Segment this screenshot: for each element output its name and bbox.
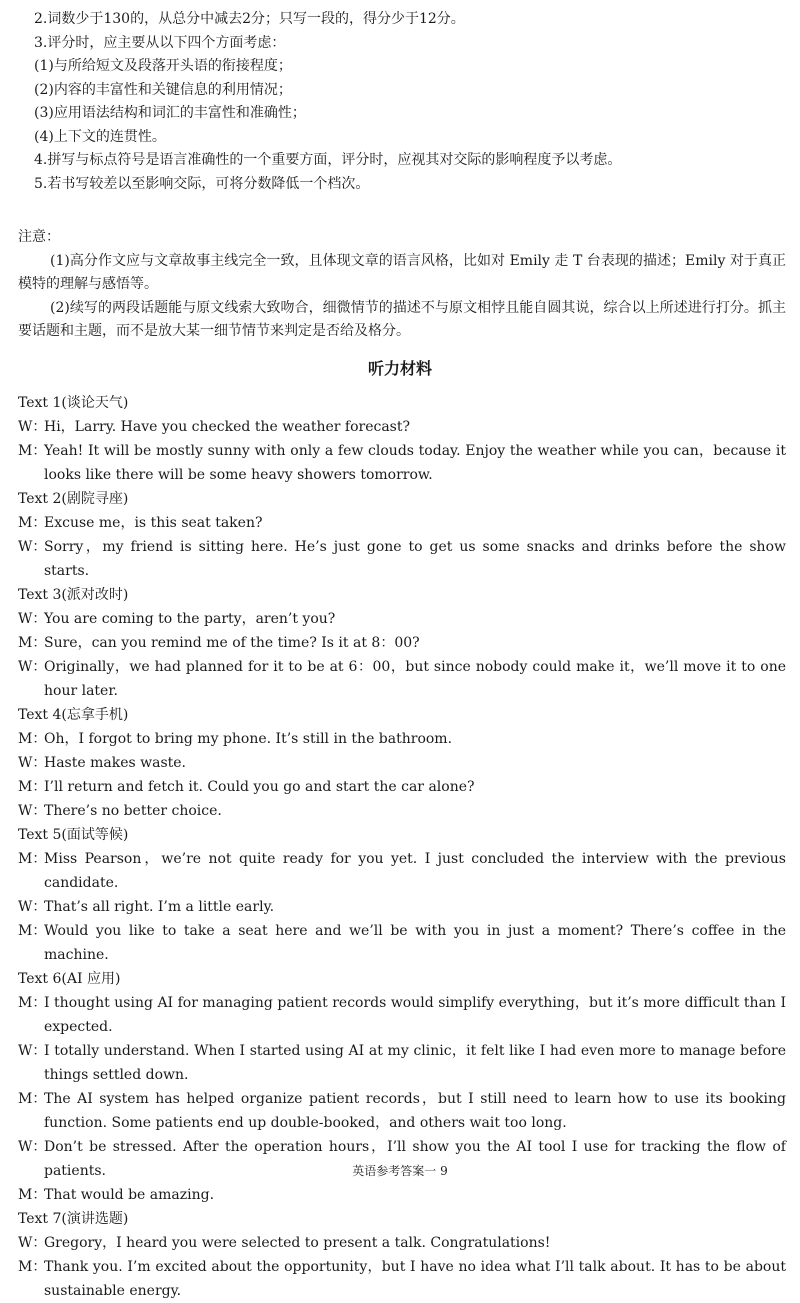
speaker-label: M：: [18, 923, 47, 939]
utterance: Miss Pearson，we’re not quite ready for you yet. I just concluded the interview with the previous candidate.: [44, 851, 786, 891]
scoring-rules: [18, 8, 786, 196]
utterance: I’ll return and fetch it. Could you go and start the car alone?: [44, 779, 475, 795]
note-paragraph: (1)高分作文应与文章故事主线完全一致，且体现文章的语言风格，比如对 Emily 走 T 台表现的描述；Emily 对于真正模特的理解与感悟等。: [18, 252, 786, 292]
speaker-label: W：: [18, 419, 47, 435]
dialogue-line: [18, 1183, 786, 1207]
page-footer: 英语参考答案一 9: [352, 1164, 448, 1178]
speaker-label: M：: [18, 1259, 47, 1275]
rule-line: 5.若书写较差以至影响交际，可将分数降低一个档次。: [34, 175, 370, 192]
text-title: Text 3(派对改时): [18, 587, 129, 603]
utterance: There’s no better choice.: [44, 803, 222, 819]
speaker-label: W：: [18, 803, 47, 819]
utterance: Sorry，my friend is sitting here. He’s just gone to get us some snacks and drinks before the show starts.: [44, 539, 786, 579]
text-title: Text 1(谈论天气): [18, 395, 129, 411]
utterance: That’s all right. I’m a little early.: [44, 899, 275, 915]
text-title: Text 5(面试等候): [18, 827, 129, 843]
dialogue-line: [18, 775, 786, 799]
dialogue-line: [18, 535, 786, 583]
dialogue-line: [18, 607, 786, 631]
dialogue-line: [18, 1255, 786, 1303]
dialogue-line: [18, 1039, 786, 1087]
utterance: Haste makes waste.: [44, 755, 187, 771]
section-title: 听力材料: [367, 359, 432, 378]
speaker-label: M：: [18, 1187, 47, 1203]
dialogue-line: [18, 991, 786, 1039]
speaker-label: W：: [18, 1043, 47, 1059]
speaker-label: W：: [18, 1139, 47, 1155]
utterance: Thank you. I’m excited about the opportunity，but I have no idea what I’ll talk about. It has to be about sustainable energy.: [44, 1259, 786, 1299]
utterance: You are coming to the party，aren’t you?: [44, 611, 336, 627]
utterance: Would you like to take a seat here and we’ll be with you in just a moment? There’s coffee in the machine.: [44, 923, 786, 963]
speaker-label: W：: [18, 611, 47, 627]
utterance: Excuse me，is this seat taken?: [44, 515, 263, 531]
rule-line: (3)应用语法结构和词汇的丰富性和准确性；: [34, 105, 306, 121]
rule-line: 4.拼写与标点符号是语言准确性的一个重要方面，评分时，应视其对交际的影响程度予以考虑。: [34, 152, 622, 168]
dialogue-line: [18, 511, 786, 535]
rule-line: (2)内容的丰富性和关键信息的利用情况；: [34, 81, 292, 98]
dialogue-line: [18, 895, 786, 919]
utterance: I thought using AI for managing patient records would simplify everything，but it’s more difficult than I expected.: [44, 995, 786, 1035]
utterance: I totally understand. When I started using AI at my clinic，it felt like I had even more to manage before things settled down.: [44, 1043, 786, 1083]
speaker-label: W：: [18, 755, 47, 771]
utterance: Originally，we had planned for it to be at 6：00，but since nobody could make it，we’ll move it to one hour later.: [44, 659, 786, 699]
dialogue-line: [18, 847, 786, 895]
utterance: Oh，I forgot to bring my phone. It’s still in the bathroom.: [44, 731, 453, 747]
notes-section: [18, 226, 786, 344]
dialogue-line: [18, 415, 786, 439]
dialogue-line: [18, 439, 786, 487]
speaker-label: M：: [18, 515, 47, 531]
speaker-label: M：: [18, 995, 47, 1011]
utterance: That would be amazing.: [44, 1187, 215, 1203]
utterance: Gregory，I heard you were selected to present a talk. Congratulations!: [44, 1235, 551, 1251]
dialogue-line: [18, 727, 786, 751]
text-title: Text 6(AI 应用): [18, 971, 121, 987]
utterance: Hi，Larry. Have you checked the weather forecast?: [44, 419, 410, 435]
utterance: Don’t be stressed. After the operation hours，I’ll show you the AI tool I use for tracking the flow of patients.: [44, 1139, 786, 1179]
rule-line: (1)与所给短文及段落开头语的衔接程度；: [34, 58, 292, 74]
note-label: 注意：: [18, 229, 60, 245]
speaker-label: W：: [18, 1235, 47, 1251]
speaker-label: M：: [18, 635, 47, 651]
rule-line: 3.评分时，应主要从以下四个方面考虑：: [34, 34, 286, 51]
text-title: Text 4(忘拿手机): [18, 707, 129, 723]
dialogue-line: [18, 631, 786, 655]
dialogue-line: [18, 1087, 786, 1135]
speaker-label: M：: [18, 443, 47, 459]
speaker-label: W：: [18, 659, 47, 675]
dialogue-line: [18, 655, 786, 703]
dialogue-line: [18, 751, 786, 775]
speaker-label: W：: [18, 899, 47, 915]
text-title: Text 7(演讲选题): [18, 1211, 129, 1227]
speaker-label: M：: [18, 779, 47, 795]
text-title: Text 2(剧院寻座): [18, 491, 129, 507]
rule-line: 2.词数少于130的，从总分中减去2分；只写一段的，得分少于12分。: [34, 11, 465, 27]
dialogue-line: [18, 919, 786, 967]
rule-line: (4)上下文的连贯性。: [34, 128, 166, 145]
speaker-label: W：: [18, 539, 47, 555]
utterance: Yeah! It will be mostly sunny with only a few clouds today. Enjoy the weather while you can，because it looks like there will be some heavy showers tomorrow.: [44, 443, 786, 483]
speaker-label: M：: [18, 851, 47, 867]
speaker-label: M：: [18, 1091, 47, 1107]
utterance: Sure，can you remind me of the time? Is it at 8：00?: [44, 635, 420, 651]
speaker-label: M：: [18, 731, 47, 747]
dialogue-line: [18, 799, 786, 823]
dialogue-line: [18, 1231, 786, 1255]
note-paragraph: (2)续写的两段话题能与原文线索大致吻合，细微情节的描述不与原文相悖且能自圆其说，综合以上所述进行打分。抓主要话题和主题，而不是放大某一细节情节来判定是否给及格分。: [18, 299, 786, 339]
utterance: The AI system has helped organize patient records，but I still need to learn how to use its booking function. Some patients end up double-booked，and others wait too long.: [44, 1091, 786, 1131]
